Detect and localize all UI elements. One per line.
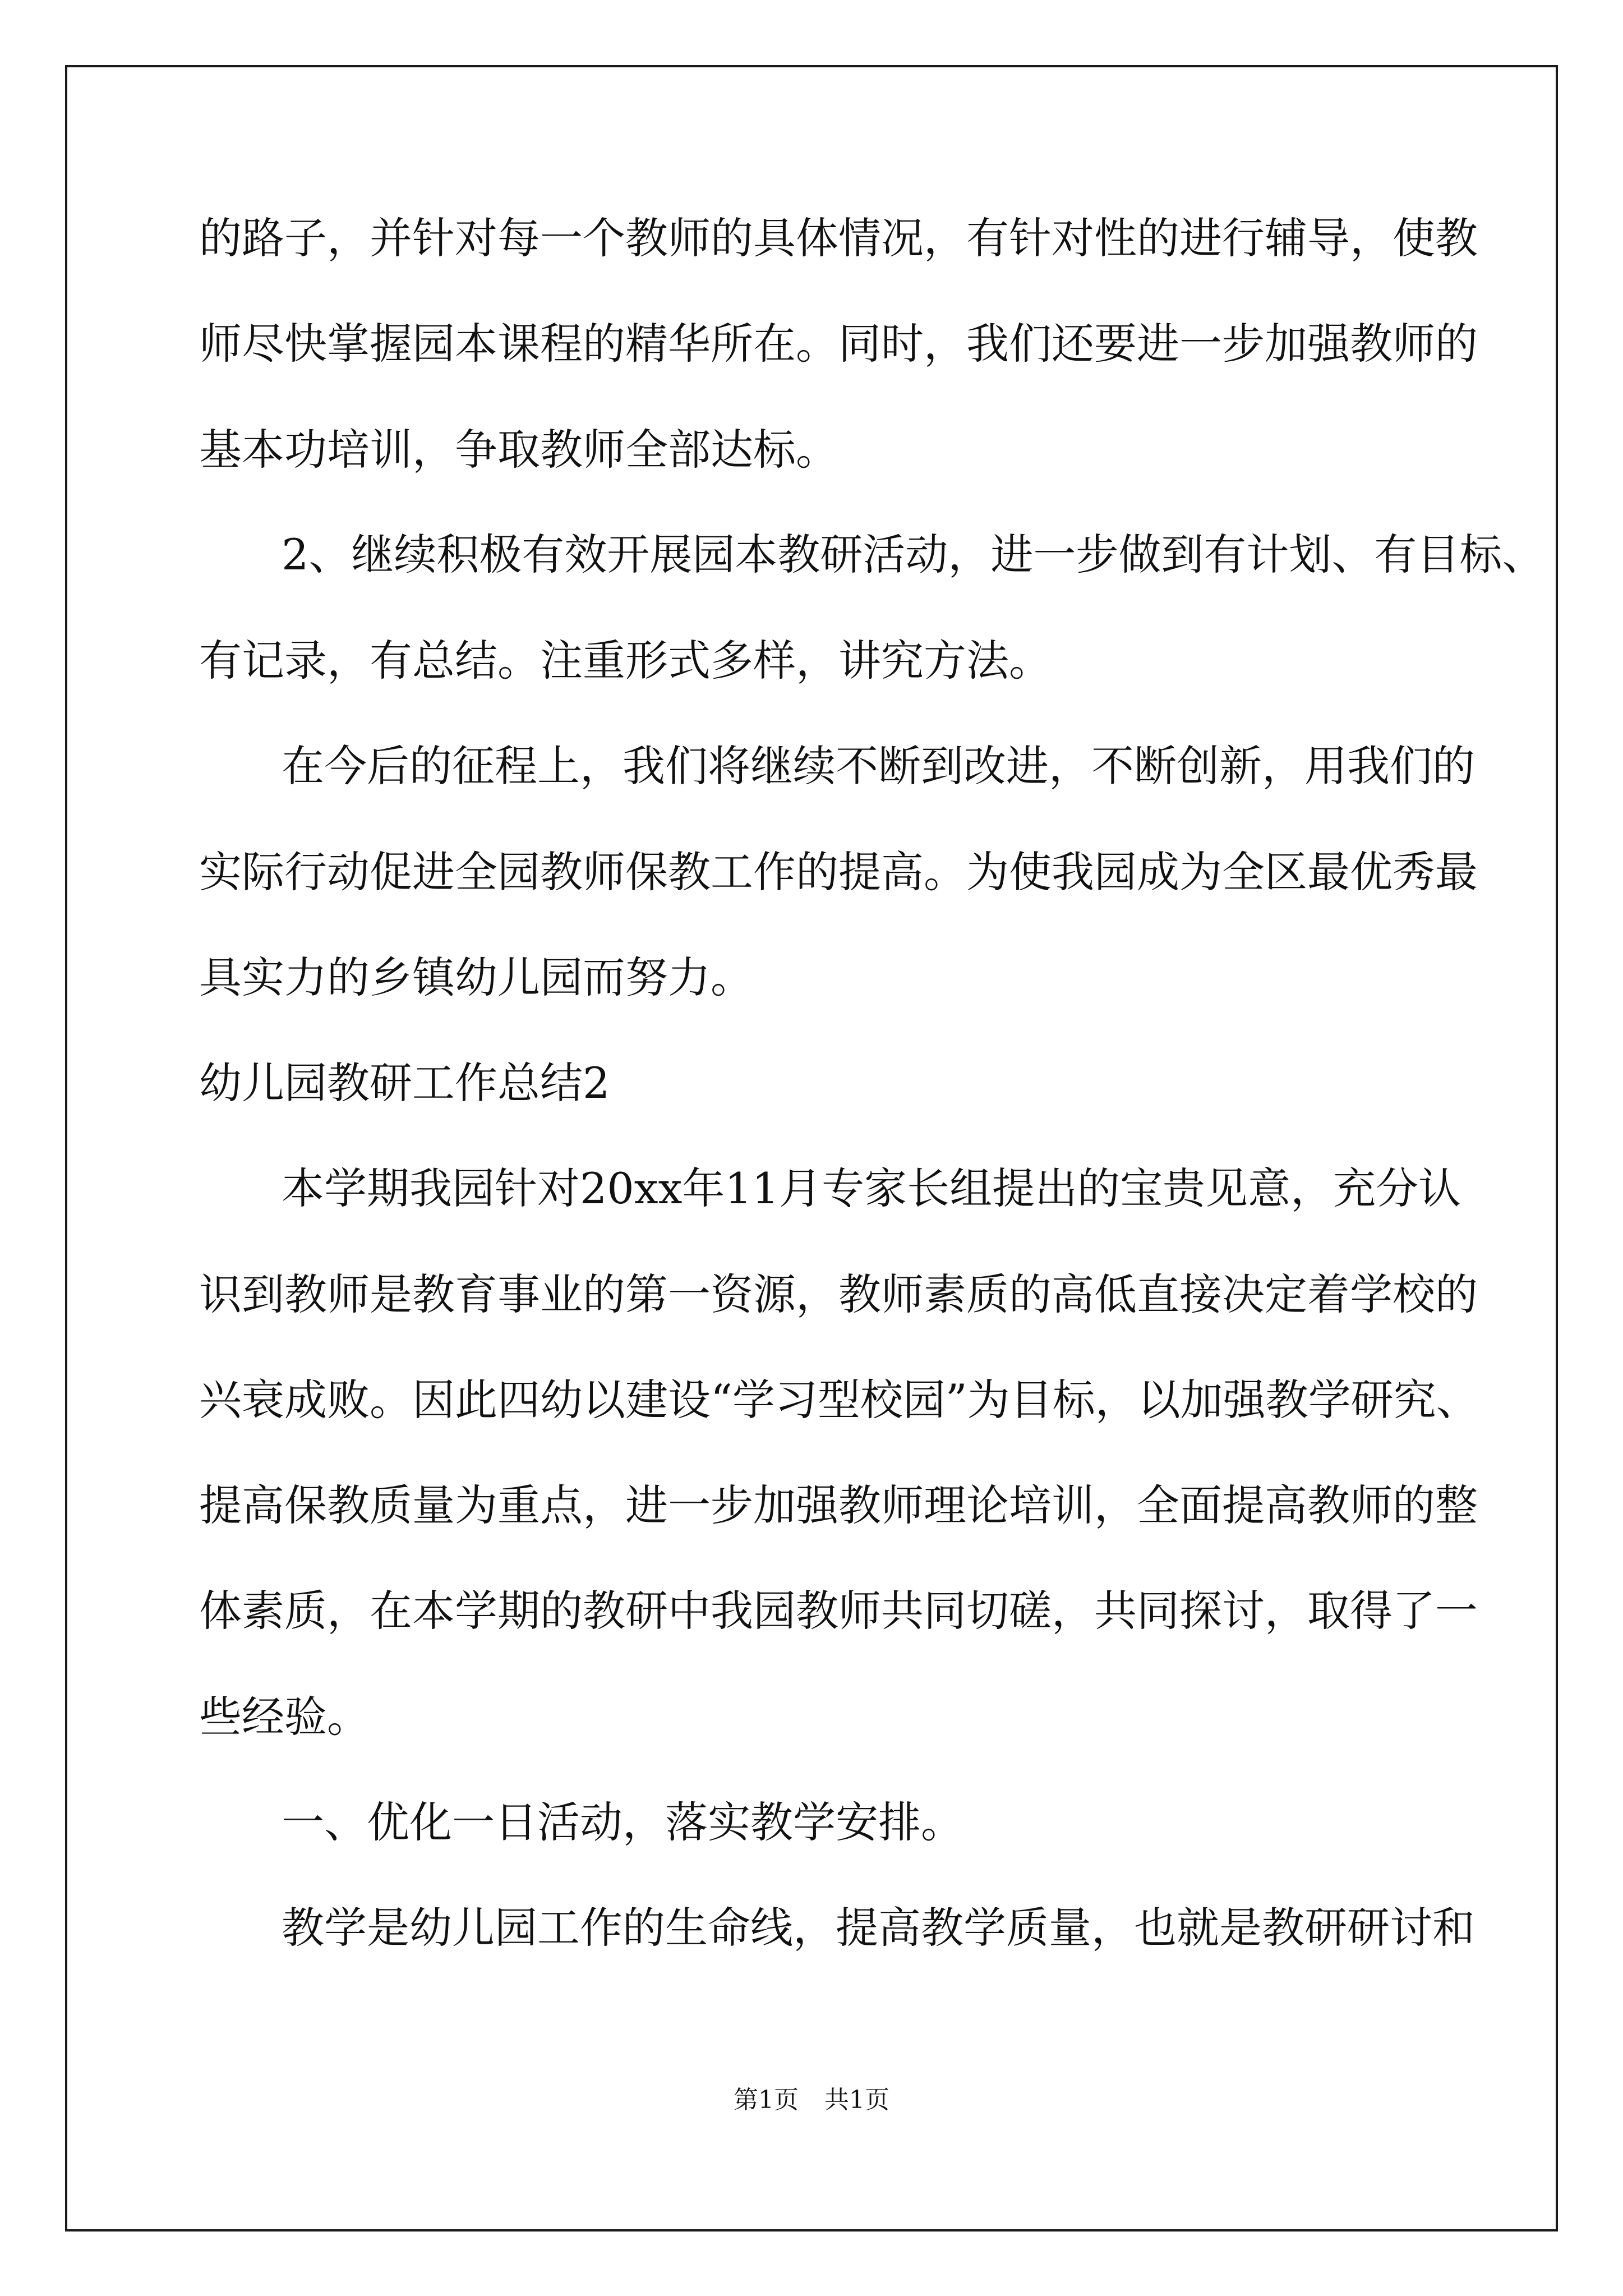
paragraph-line: 2、继续积极有效开展园本教研活动，进一步做到有计划、有目标、 [282,530,1545,579]
paragraph-line: 具实力的乡镇幼儿园而努力。 [199,953,753,1002]
paragraph-line: 实际行动促进全园教师保教工作的提高。为使我园成为全区最优秀最 [199,847,1478,897]
paragraph-line: 体素质，在本学期的教研中我园教师共同切磋，共同探讨，取得了一 [199,1586,1478,1636]
paragraph-line: 提高保教质量为重点，进一步加强教师理论培训，全面提高教师的整 [199,1480,1478,1530]
paragraph-line: 本学期我园针对20xx年11月专家长组提出的宝贵见意，充分认 [282,1163,1461,1213]
paragraph-line: 基本功培训，争取教师全部达标。 [199,425,838,475]
paragraph-line: 些经验。 [199,1692,370,1742]
page-footer [0,2085,1623,2116]
paragraph-line: 教学是幼儿园工作的生命线，提高教学质量，也就是教研研讨和 [282,1903,1475,1953]
page-number-total: 共1页 [824,2086,889,2114]
paragraph-line: 有记录，有总结。注重形式多样，讲究方法。 [199,636,1052,685]
paragraph-line: 的路子，并针对每一个教师的具体情况，有针对性的进行辅导，使教 [199,213,1478,263]
subsection-heading: 一、优化一日活动，落实教学安排。 [282,1797,963,1847]
paragraph-line: 在今后的征程上，我们将继续不断到改进，不断创新，用我们的 [282,741,1475,791]
page-number-current: 第1页 [734,2086,799,2114]
paragraph-line: 兴衰成败。因此四幼以建设“学习型校园”为目标，以加强教学研究、 [199,1375,1479,1425]
paragraph-line: 师尽快掌握园本课程的精华所在。同时，我们还要进一步加强教师的 [199,319,1478,369]
paragraph-line: 识到教师是教育事业的第一资源，教师素质的高低直接决定着学校的 [199,1269,1478,1319]
section-heading: 幼儿园教研工作总结2 [199,1058,610,1108]
